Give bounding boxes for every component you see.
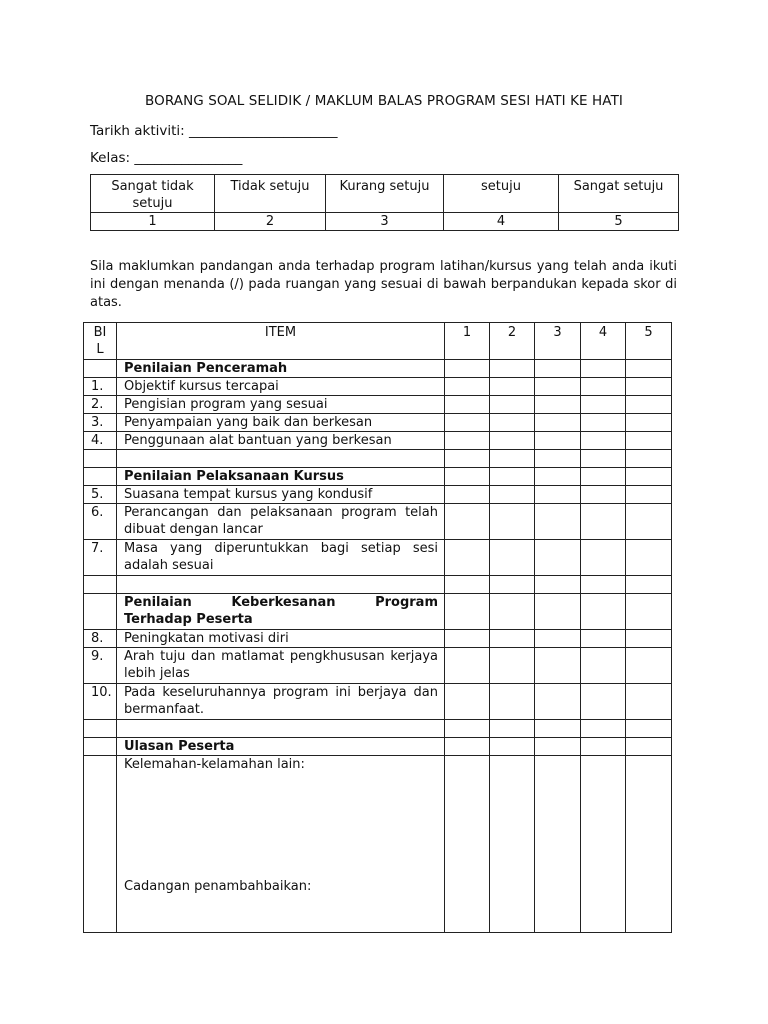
evaluation-table [83, 322, 672, 933]
score-cell[interactable] [445, 684, 490, 720]
item-text: Objektif kursus tercapai [117, 378, 445, 396]
item-text: Penyampaian yang baik dan berkesan [117, 414, 445, 432]
score-cell[interactable] [535, 648, 581, 684]
score-cell[interactable] [490, 540, 535, 576]
score-col-header: 2 [490, 323, 535, 360]
score-cell[interactable] [626, 378, 672, 396]
score-cell[interactable] [581, 540, 626, 576]
scale-label: Kurang setuju [326, 175, 444, 213]
score-cell[interactable] [445, 432, 490, 450]
col-item-header: ITEM [117, 323, 445, 360]
item-number: 1. [84, 378, 117, 396]
score-cell[interactable] [626, 684, 672, 720]
section-row [84, 360, 672, 378]
score-cell[interactable] [626, 432, 672, 450]
weakness-label: Kelemahan-kelamahan lain: [124, 757, 305, 772]
item-number: 3. [84, 414, 117, 432]
scale-number: 4 [444, 213, 559, 231]
scale-label: setuju [444, 175, 559, 213]
score-cell[interactable] [581, 396, 626, 414]
section-row [84, 594, 672, 630]
score-cell[interactable] [490, 414, 535, 432]
table-row [84, 414, 672, 432]
score-cell[interactable] [626, 630, 672, 648]
table-row [84, 504, 672, 540]
table-row [84, 378, 672, 396]
scale-label: Tidak setuju [215, 175, 326, 213]
score-cell[interactable] [490, 504, 535, 540]
item-number: 2. [84, 396, 117, 414]
item-number: 10. [84, 684, 117, 720]
activity-date-field[interactable]: Tarikh aktiviti: ______________________ [90, 123, 338, 139]
item-text: Pada keseluruhannya program ini berjaya dan bermanfaat. [117, 684, 445, 720]
score-cell[interactable] [490, 648, 535, 684]
score-cell[interactable] [581, 432, 626, 450]
scale-number: 1 [91, 213, 215, 231]
table-row [84, 630, 672, 648]
score-cell[interactable] [445, 414, 490, 432]
scale-number: 2 [215, 213, 326, 231]
score-cell[interactable] [535, 378, 581, 396]
section-title: Penilaian Penceramah [117, 360, 445, 378]
item-number: 4. [84, 432, 117, 450]
table-header-row [84, 323, 672, 360]
score-cell[interactable] [445, 504, 490, 540]
item-text: Masa yang diperuntukkan bagi setiap sesi adalah sesuai [117, 540, 445, 576]
item-number: 6. [84, 504, 117, 540]
score-cell[interactable] [445, 486, 490, 504]
item-text: Peningkatan motivasi diri [117, 630, 445, 648]
comments-cell[interactable] [117, 756, 445, 933]
table-row [84, 648, 672, 684]
score-cell[interactable] [581, 504, 626, 540]
score-col-header: 1 [445, 323, 490, 360]
score-cell[interactable] [535, 684, 581, 720]
score-cell[interactable] [535, 396, 581, 414]
score-cell[interactable] [490, 432, 535, 450]
score-cell[interactable] [535, 432, 581, 450]
col-bil-header: BIL [84, 323, 117, 360]
score-cell[interactable] [626, 540, 672, 576]
item-text: Arah tuju dan matlamat pengkhususan kerjaya lebih jelas [117, 648, 445, 684]
score-cell[interactable] [626, 504, 672, 540]
blank-row [84, 576, 672, 594]
table-row [84, 396, 672, 414]
instruction-text: Sila maklumkan pandangan anda terhadap program latihan/kursus yang telah anda ikuti ini dengan menanda (/) pada ruangan yang sesuai di bawah berpandukan kepada skor di atas. [90, 259, 677, 310]
item-number: 8. [84, 630, 117, 648]
scale-label: Sangat setuju [559, 175, 679, 213]
table-row [84, 486, 672, 504]
score-col-header: 5 [626, 323, 672, 360]
score-cell[interactable] [535, 540, 581, 576]
section-title: Ulasan Peserta [117, 738, 445, 756]
item-text: Suasana tempat kursus yang kondusif [117, 486, 445, 504]
scale-number: 5 [559, 213, 679, 231]
score-cell[interactable] [581, 378, 626, 396]
score-cell[interactable] [445, 630, 490, 648]
score-col-header: 3 [535, 323, 581, 360]
section-row [84, 738, 672, 756]
scale-number: 3 [326, 213, 444, 231]
score-cell[interactable] [581, 414, 626, 432]
score-cell[interactable] [535, 486, 581, 504]
score-cell[interactable] [535, 414, 581, 432]
item-text: Penggunaan alat bantuan yang berkesan [117, 432, 445, 450]
item-number: 9. [84, 648, 117, 684]
score-cell[interactable] [581, 684, 626, 720]
suggestion-label: Cadangan penambahbaikan: [124, 879, 312, 894]
score-cell[interactable] [581, 630, 626, 648]
rating-scale-table [90, 174, 679, 231]
table-row [84, 540, 672, 576]
section-title: Penilaian Keberkesanan Program Terhadap Peserta [117, 594, 445, 630]
comments-row [84, 756, 672, 933]
scale-label: Sangat tidak setuju [91, 175, 215, 213]
score-cell[interactable] [490, 396, 535, 414]
item-text: Perancangan dan pelaksanaan program telah dibuat dengan lancar [117, 504, 445, 540]
score-cell[interactable] [445, 378, 490, 396]
class-field[interactable]: Kelas: ________________ [90, 150, 243, 166]
section-row [84, 468, 672, 486]
score-cell[interactable] [626, 396, 672, 414]
score-cell[interactable] [626, 414, 672, 432]
form-title: BORANG SOAL SELIDIK / MAKLUM BALAS PROGRAM SESI HATI KE HATI [144, 93, 624, 109]
table-row [84, 684, 672, 720]
blank-row [84, 450, 672, 468]
table-row [84, 432, 672, 450]
item-text: Pengisian program yang sesuai [117, 396, 445, 414]
score-cell[interactable] [490, 378, 535, 396]
score-cell[interactable] [581, 648, 626, 684]
score-cell[interactable] [490, 630, 535, 648]
score-cell[interactable] [626, 648, 672, 684]
score-cell[interactable] [445, 396, 490, 414]
score-cell[interactable] [445, 648, 490, 684]
score-cell[interactable] [490, 486, 535, 504]
score-cell[interactable] [490, 684, 535, 720]
score-cell[interactable] [535, 504, 581, 540]
blank-row [84, 720, 672, 738]
section-title: Penilaian Pelaksanaan Kursus [117, 468, 445, 486]
item-number: 5. [84, 486, 117, 504]
score-cell[interactable] [445, 540, 490, 576]
score-cell[interactable] [535, 630, 581, 648]
score-cell[interactable] [626, 486, 672, 504]
score-col-header: 4 [581, 323, 626, 360]
item-number: 7. [84, 540, 117, 576]
score-cell[interactable] [581, 486, 626, 504]
